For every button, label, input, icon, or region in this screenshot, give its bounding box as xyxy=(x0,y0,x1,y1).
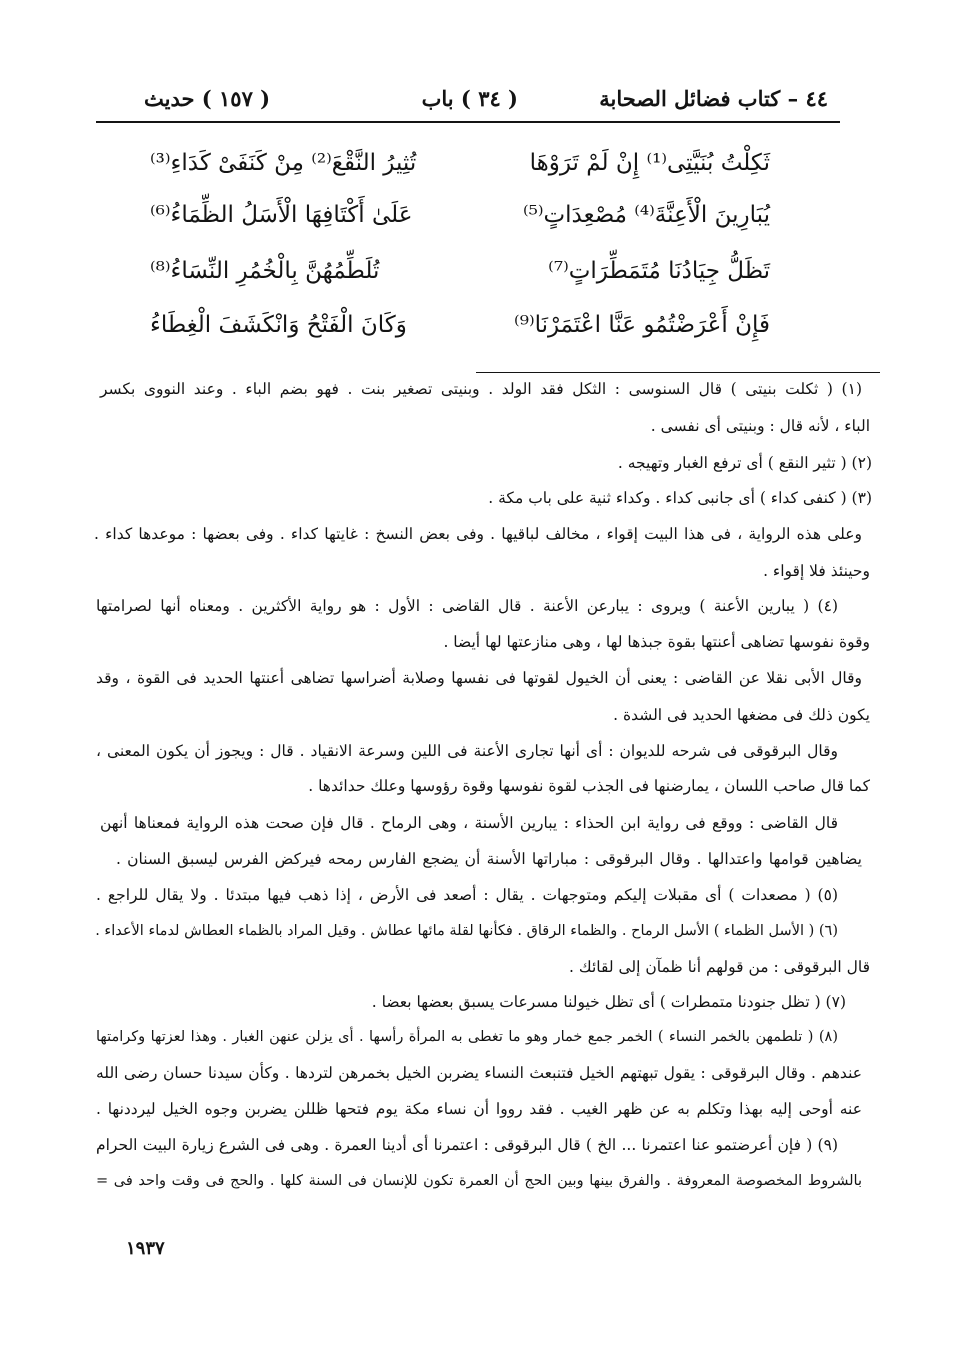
verse xyxy=(150,140,770,186)
verse xyxy=(150,192,770,238)
footnote-line: عنه أوحى إليه بهذا وتكلم به عن ظهر الغيب . فقد رووا أن نساء مكة يوم فتحها ظللن يضربن وجوه الخيل ليرددنها . xyxy=(96,1100,862,1118)
footnote-line: وحينئذ فلا إقواء . xyxy=(763,562,870,580)
verse xyxy=(150,248,770,294)
header-rule xyxy=(96,121,840,123)
footnote-line: وقال البرقوقى فى شرحه للديوان : أى أنها تجارى الأعنة فى اللين وسرعة الانقياد . قال : ويجوز أن يكون المعنى ، xyxy=(96,742,838,760)
verse xyxy=(150,302,770,348)
footnote-line: وقال الأبى نقلا عن القاضى : يعنى أن الخيول لقوتها فى نفسها وصلابة أضراسها تضاهى أعنتها الحديد فى القوة ، وقد xyxy=(96,669,862,687)
footnote-line: (٦) ( الأسل الظماء ) الأسل الرماح . والظماء الرقاق . فكأنها لقلة مائها عطاش . وقيل المراد بالظماء العطاش لدماء الأعداء . xyxy=(95,923,838,939)
header-hadith-number: ( ١٥٧ ) حديث xyxy=(144,86,271,111)
verse-first-hemistich: تَظَلُّ جِيَادُنَا مُتَمَطِّرَاتٍ⁽⁷⁾ xyxy=(548,258,770,284)
footnote-line: (٥) ( مصعدات ) أى مقبلات إليكم ومتوجهات . يقال : أصعد فى الأرض ، إذا ذهب فيها مبتدئا . ولا يقال للراجع . xyxy=(96,886,838,904)
verse-first-hemistich: فَإِنْ أَعْرَضْتُمُو عَنَّا اعْتَمَرْنَا⁽⁹⁾ xyxy=(514,312,770,338)
footnote-line: (٤) ( يبارين الأعنة ) ويروى : يبارعن الأعنة . قال القاضى : الأول : هو رواية الأكثرين . ومعناه أنها لصرامتها xyxy=(96,597,838,615)
verse-first-hemistich: يُبَارِينَ الْأَعِنَّةَ⁽⁴⁾ مُصْعِدَاتٍ⁽⁵⁾ xyxy=(522,202,770,228)
footnote-line: (١) ( ثكلت بنيتى ) قال السنوسى : الثكل فقد الولد . وبنيتى تصغير بنت . فهو بضم الباء . وعند النووى بكسر xyxy=(100,380,862,398)
verse-second-hemistich: تُثِيرُ النَّقْعَ⁽²⁾ مِنْ كَنَفَىْ كَدَاءِ⁽³⁾ xyxy=(150,150,417,176)
footnote-line: وعلى هذه الرواية ، فى هذا البيت إقواء ، مخالف لباقيها . وفى بعض النسخ : غايتها كداء . وفى بعضها : موعدها كداء . xyxy=(94,525,862,543)
footnote-line: قال البرقوقى : من قولهم أنا ظمآن إلى لقائك . xyxy=(569,958,870,976)
footnote-line: الباء ، لأنه قال : وبنيتى أى نفسى . xyxy=(650,417,870,435)
verse-second-hemistich: وَكَانَ الْفَتْحُ وَانْكَشَفَ الْغِطَاءُ xyxy=(150,312,407,338)
footnote-line: كما قال صاحب اللسان ، يمارضنها فى الجذب لقوة نفوسها وقوة رؤوسها وعلك حدائدها . xyxy=(308,777,870,795)
running-header xyxy=(96,86,836,120)
footnote-line: (٩) ( فإن أعرضتمو عنا اعتمرنا ... الخ ) قال البرقوقى : اعتمرنا أى أدينا العمرة . وهى فى الشرع زيارة البيت الحرام xyxy=(96,1136,838,1154)
poem xyxy=(150,140,770,360)
footnote-line: يضاهين قوامها واعتدالها . وقال البرقوقى : مباراتها الأسنة أن يضجع الفارس رمحه فيركض الفرس ليسبق السنان . xyxy=(116,850,862,868)
footnote-line: بالشروط المخصوصة المعروفة . والفرق بينها وبين الحج أن العمرة تكون للإنسان فى السنة كلها . والحج فى وقت واحد فى = xyxy=(96,1173,862,1189)
footnote-line: عندهم . وقال البرقوقى : يقول تبهتهم الخيل فتنبعث النساء يضربن الخيل بخمرهن لتردها . وكأن سيدنا حسان رضى الله xyxy=(96,1064,862,1082)
header-chapter: ( ٣٤ ) باب xyxy=(421,86,518,111)
footnote-line: (٢) ( تثير النقع ) أى ترفع الغبار وتهيجه . xyxy=(617,454,872,472)
footnote-line: يكون ذلك فى مضغها الحديد فى الشدة . xyxy=(613,706,870,724)
verse-first-hemistich: ثَكِلْتُ بُنَيَّتِى⁽¹⁾ إِنْ لَمْ تَرَوْهَا xyxy=(529,150,770,176)
page-number: ١٩٣٧ xyxy=(126,1238,165,1259)
footnote-line: وقوة نفوسها تضاهى أعنتها بقوة جبذها لها ، وهى منازعتها لها أيضا . xyxy=(443,633,870,651)
header-book-title: ٤٤ – كتاب فضائل الصحابة xyxy=(599,86,828,111)
footnote-line: (٣) ( كنفى كداء ) أى جانبى كداء . وكداء ثنية على باب مكة . xyxy=(488,489,872,507)
footnote-line: (٧) ( تظل جنودنا متمطرات ) أى تظل خيولنا مسرعات يسبق بعضها بعضا . xyxy=(371,993,846,1011)
verse-second-hemistich: تُلَطِّمُهُنَّ بِالْخُمُرِ النِّسَاءُ⁽⁸⁾ xyxy=(150,258,380,284)
verse-second-hemistich: عَلَىٰ أَكْتَافِهَا الْأَسَلُ الظِّمَاءُ⁽⁶⁾ xyxy=(150,202,413,228)
footnote-rule xyxy=(476,372,880,373)
footnote-line: (٨) ( تلطمهن بالخمر النساء ) الخمر جمع خمار وهو ما تغطى به المرأة رأسها . أى يزلن عنهن الغبار . وهذا لعزتها وكرامتها xyxy=(96,1029,838,1045)
footnote-line: قال القاضى : ووقع فى رواية ابن الحذاء : يبارين الأسنة ، وهى الرماح . قال فإن صحت هذه الرواية فمعناها أنهن xyxy=(100,814,838,832)
